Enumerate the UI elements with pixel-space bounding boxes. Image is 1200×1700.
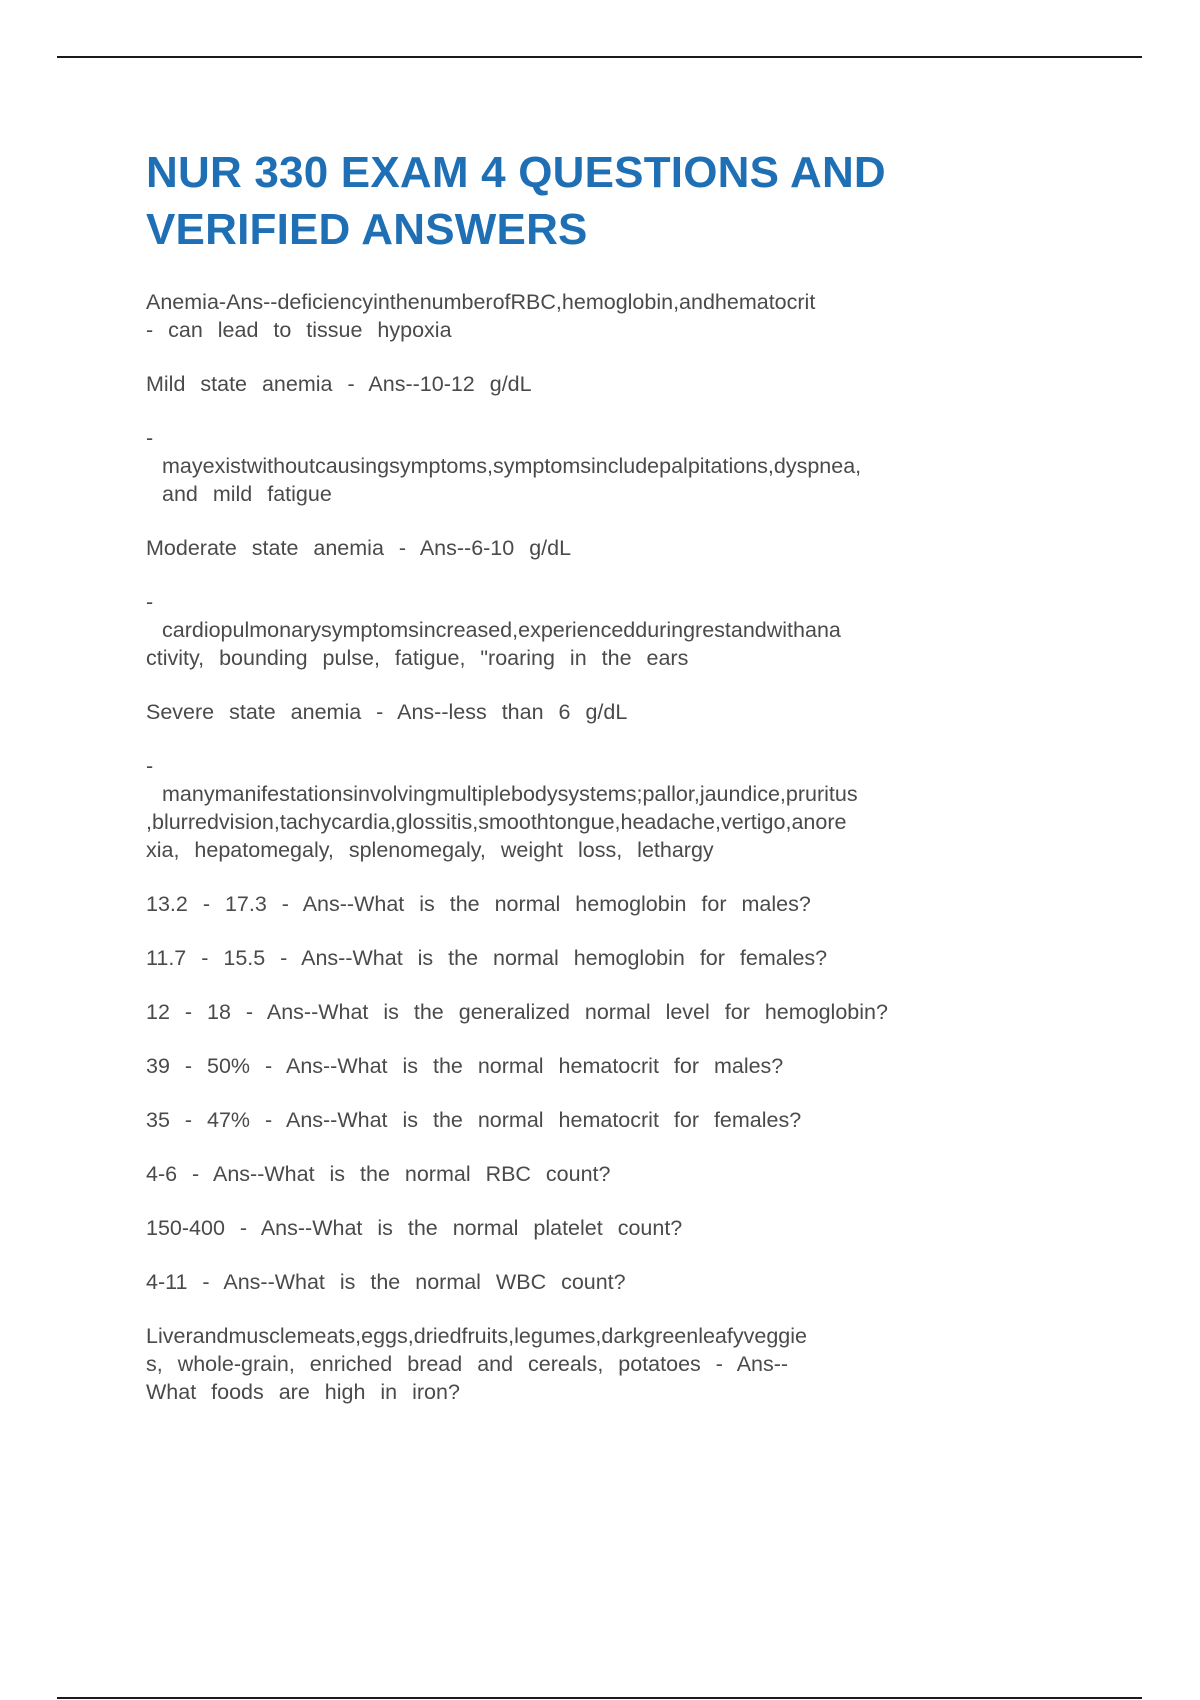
word: RBC, [510,290,562,314]
qa-entry [146,1160,1086,1188]
qa-entry [146,998,1086,1026]
title-line-1: NUR 330 EXAM 4 QUESTIONS AND [146,148,886,197]
word: dried [413,1324,462,1348]
word: - [218,290,227,314]
title-line-2: VERIFIED ANSWERS [146,205,588,254]
entry-line: 13.2 - 17.3 - Ans--What is the normal hemoglobin for males? [146,892,811,916]
word: cardiopulmonary [162,618,321,642]
qa-entry [146,534,1086,562]
entry-line: - [146,754,154,778]
word: leafy [698,1324,744,1348]
entry-line: s, whole-grain, enriched bread and cereals, potatoes - Ans-- [146,1352,789,1376]
word: body [510,782,558,806]
word: systems; [557,782,643,806]
word: , [146,810,152,834]
word: Ans--deficiency [226,290,374,314]
word: tongue, [548,810,621,834]
word: during [635,618,696,642]
word: green [643,1324,699,1348]
word: hemoglobin, [561,290,680,314]
entry-line: 150-400 - Ans--What is the normal platelet count? [146,1216,683,1240]
entry-line [146,288,1086,316]
word: dyspnea, [773,454,862,478]
word: multiple [436,782,511,806]
qa-entry [146,890,1086,918]
qa-entry [146,288,1086,344]
header-rule [57,56,1142,58]
entry-line [146,452,1086,480]
word: vision, [218,810,280,834]
entry-line: and mild fatigue [162,482,332,506]
entry-line [146,808,1086,836]
qa-entry [146,944,1086,972]
qa-entry [146,698,1086,726]
entry-line: 12 - 18 - Ans--What is the generalized normal level for hemoglobin? [146,1000,888,1024]
word: blurred [151,810,219,834]
entry-line: - [146,426,154,450]
entry-line: 4-11 - Ans--What is the normal WBC count? [146,1270,626,1294]
word: tachycardia, [279,810,396,834]
word: Anemia [146,290,219,314]
word: with [766,618,805,642]
word: many [162,782,215,806]
entry-line: 35 - 47% - Ans--What is the normal hematocrit for females? [146,1108,802,1132]
word: manifestations [214,782,354,806]
word: headache, [620,810,721,834]
word: legumes, [514,1324,602,1348]
word: dark [601,1324,644,1348]
word: in [373,290,390,314]
word: of [492,290,511,314]
word: and [192,1324,229,1348]
document-title [146,144,1086,258]
word: Liver [146,1324,193,1348]
word: the [389,290,420,314]
qa-entry [146,588,1086,672]
word: without [246,454,315,478]
word: glossitis, [395,810,479,834]
entry-line: 4-6 - Ans--What is the normal RBC count? [146,1162,611,1186]
entry-line: 39 - 50% - Ans--What is the normal hematocrit for males? [146,1054,784,1078]
word: palpitations, [659,454,774,478]
word: meats, [296,1324,362,1348]
document-body [146,144,1086,1432]
word: and [730,618,767,642]
entry-line: - [146,590,154,614]
word: hematocrit [714,290,816,314]
word: causing [314,454,390,478]
qa-entry [146,1106,1086,1134]
entry-line [146,616,1086,644]
word: symptoms, [389,454,494,478]
entry-line: 11.7 - 15.5 - Ans--What is the normal hemoglobin for females? [146,946,828,970]
qa-entry [146,1214,1086,1242]
word: experienced [518,618,636,642]
qa-entry [146,1268,1086,1296]
word: muscle [228,1324,297,1348]
qa-entry [146,752,1086,864]
word: pallor, [642,782,700,806]
entry-line: - can lead to tissue hypoxia [146,318,452,342]
entry-line [146,780,1086,808]
word: and [679,290,715,314]
word: an [804,618,829,642]
word: involving [353,782,437,806]
entry-line: ctivity, bounding pulse, fatigue, "roaring in the ears [146,646,689,670]
qa-entry [146,1052,1086,1080]
word: eggs, [361,1324,414,1348]
entry-line: Severe state anemia - Ans--less than 6 g/dL [146,700,628,724]
entry-line: What foods are high in iron? [146,1380,460,1404]
word: anore [791,810,847,834]
entry-line: Moderate state anemia - Ans--6-10 g/dL [146,536,572,560]
word: fruits, [461,1324,515,1348]
word: include [590,454,660,478]
entry-line: Mild state anemia - Ans--10-12 g/dL [146,372,532,396]
entry-line [146,1322,1086,1350]
qa-entry [146,370,1086,398]
word: exist [202,454,247,478]
word: increased, [418,618,519,642]
word: symptoms [493,454,591,478]
word: rest [695,618,731,642]
qa-entry [146,424,1086,508]
word: pruritus [785,782,858,806]
word: vertigo, [720,810,792,834]
word: may [162,454,203,478]
qa-entry [146,1322,1086,1406]
word: a [828,618,841,642]
word: number [419,290,493,314]
word: smooth [478,810,549,834]
footer-rule [57,1697,1142,1699]
word: veggie [743,1324,807,1348]
entry-line: xia, hepatomegaly, splenomegaly, weight loss, lethargy [146,838,714,862]
word: jaundice, [699,782,786,806]
word: symptoms [320,618,419,642]
